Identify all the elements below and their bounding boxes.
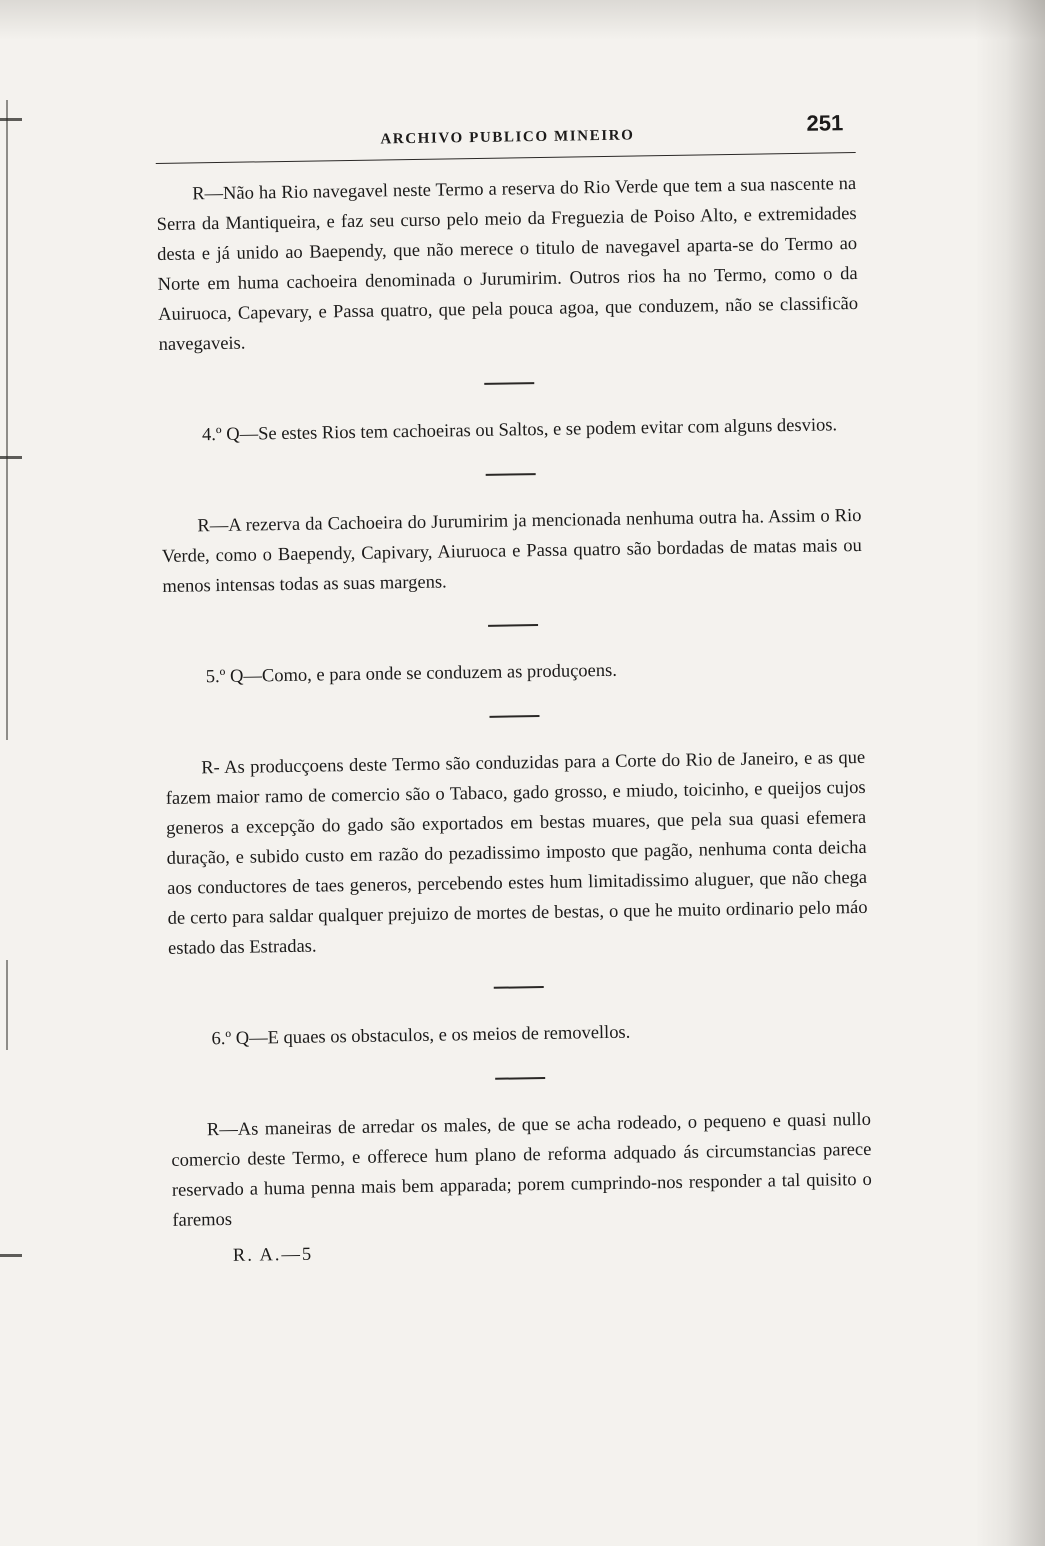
answer-paragraph: R—A rezerva da Cachoeira do Jurumirim ja mencionada nenhuma outra ha. Assim o Rio Verde, como o Baependy, Capivary, Aiuruoca e Passa quatro são bordadas de matas mais ou menos intensas todas as suas margens.	[161, 505, 863, 597]
section-divider	[484, 382, 534, 385]
margin-mark	[0, 456, 22, 459]
section-divider	[488, 624, 538, 627]
book-page	[155, 104, 873, 1272]
answer-paragraph: R—As maneiras de arredar os males, de que se acha rodeado, o pequeno e quasi nullo comercio deste Termo, e offerece hum plano de reforma adquado ás circumstancias parece reservado a huma penna mais bem apparada; porem cumprindo-nos responder a tal quisito o faremos	[171, 1109, 872, 1231]
question-paragraph: 4.º Q—Se estes Rios tem cachoeiras ou Saltos, e se podem evitar com alguns desvios.	[201, 415, 838, 446]
margin-mark	[0, 1254, 22, 1257]
answer-paragraph: R- As producçoens deste Termo são conduzidas para a Corte do Rio de Janeiro, e as que fazem maior ramo de comercio são o Tabaco, gado grosso, e miudo, toicinho, e queijos cujos generos a excepção do gado são exportados em bestas muares, que pela sua quasi efemera duração, e subido custo em razão do pezadissimo imposto que pagão, nenhuma conta deicha aos conductores de taes generos, percebendo estes hum limitadissimo aluguer, que não chega de certo para saldar qualquer prejuizo de mortes de bestas, o que he muito ordinario pelo máo estado das Estradas.	[165, 747, 868, 959]
margin-binding-line-lower	[6, 960, 8, 1050]
scan-shadow-top	[0, 0, 1045, 40]
running-head: ARCHIVO PUBLICO MINEIRO	[380, 127, 635, 148]
margin-mark	[0, 118, 22, 121]
page-header	[155, 104, 856, 164]
answer-paragraph: R—Não ha Rio navegavel neste Termo a reserva do Rio Verde que tem a sua nascente na Serra da Mantiqueira, e faz seu curso pelo meio da Freguezia de Poiso Alto, e extremidades desta e já unido ao Baependy, que não merece o titulo de navegavel aparta-se do Termo ao Norte em huma cachoeira denominada o Jurumirim. Outros rios ha no Termo, como o da Auiruoca, Capevary, e Passa quatro, que pela pouca agoa, que conduzem, não se classificão navegaveis.	[156, 173, 859, 355]
section-divider	[494, 986, 544, 989]
margin-binding-line	[6, 100, 8, 740]
page-body	[156, 169, 873, 1272]
section-divider	[489, 715, 539, 718]
section-divider	[495, 1077, 545, 1080]
scan-shadow-right	[975, 0, 1045, 1546]
signature-mark: R. A.—5	[232, 1244, 314, 1266]
question-paragraph: 5.º Q—Como, e para onde se conduzem as produçoens.	[205, 660, 618, 688]
page-number: 251	[806, 110, 844, 136]
section-divider	[486, 473, 536, 476]
question-paragraph: 6.º Q—E quaes os obstaculos, e os meios de removellos.	[211, 1022, 631, 1050]
